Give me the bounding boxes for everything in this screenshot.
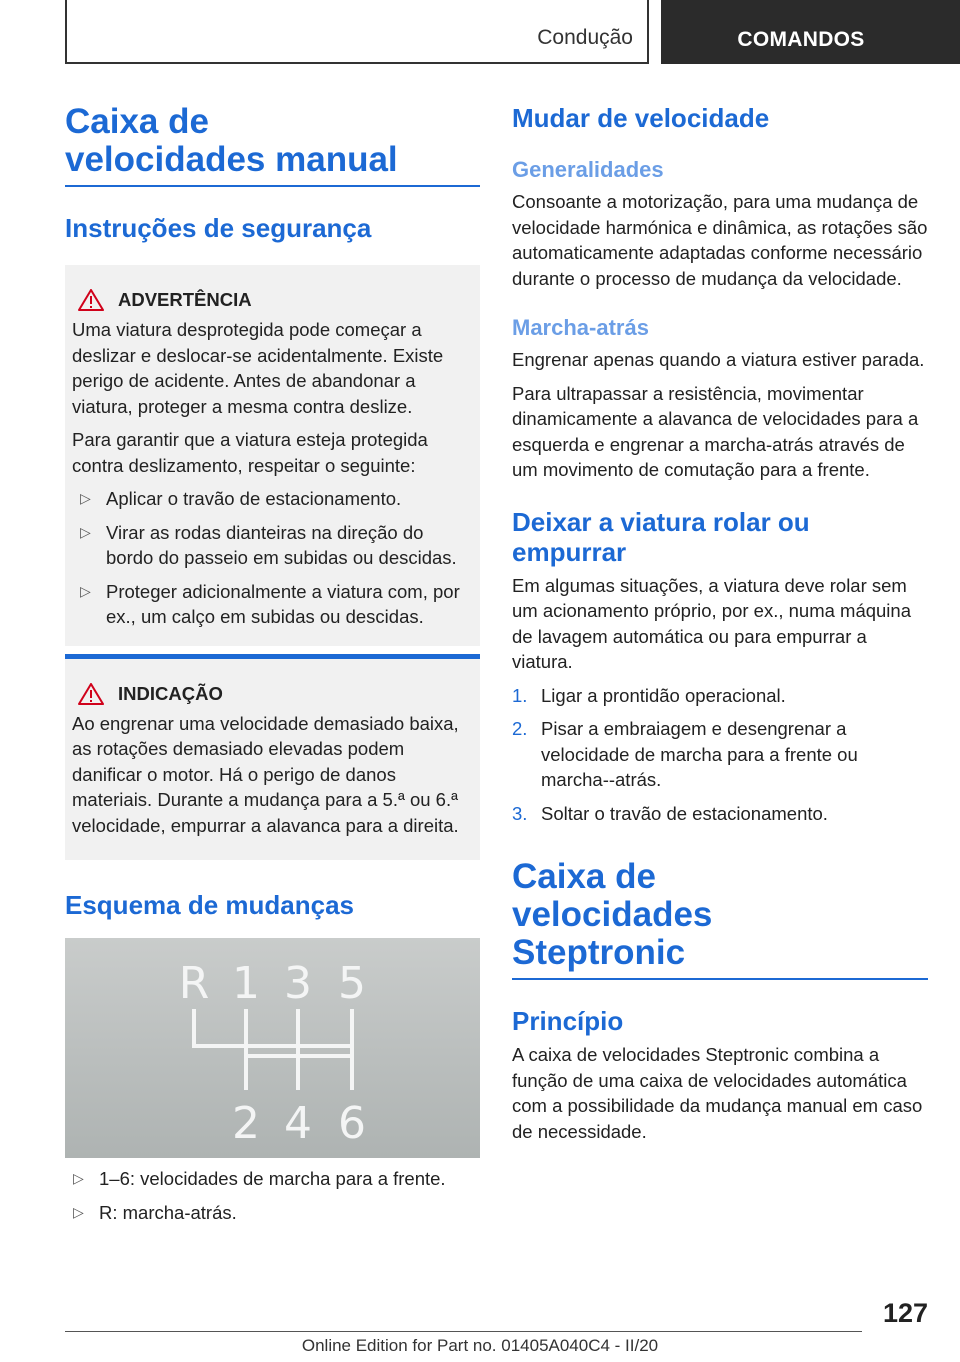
warning-paragraph-2: Para garantir que a viatura esteja protegida contra deslizamento, respeitar o seguinte: bbox=[72, 429, 428, 476]
scheme-heading: Esquema de mudanças bbox=[65, 890, 354, 920]
list-item: ▷ Aplicar o travão de estacionamento. bbox=[72, 486, 473, 512]
list-item: 2. Pisar a embraiagem e desengrenar a velocidade de marcha para a frente ou marcha--atrás. bbox=[512, 718, 858, 790]
note-label: INDICAÇÃO bbox=[118, 682, 223, 704]
roll-heading: Deixar a viatura rolar ou empurrar bbox=[512, 506, 810, 567]
note-box bbox=[65, 654, 480, 861]
gear-label: R bbox=[178, 958, 210, 1009]
triangle-bullet-icon: ▷ bbox=[73, 1203, 84, 1220]
header-section-tab bbox=[65, 0, 649, 64]
triangle-bullet-icon: ▷ bbox=[80, 523, 91, 540]
gear-label: 3 bbox=[284, 958, 312, 1009]
warning-triangle-icon bbox=[78, 683, 104, 705]
gear-shift-diagram bbox=[65, 938, 480, 1158]
roll-steps bbox=[512, 683, 928, 827]
chapter-title: COMANDOS bbox=[737, 28, 865, 51]
right-column bbox=[512, 103, 928, 1144]
manual-gearbox-title-block bbox=[65, 103, 480, 187]
manual-gearbox-title: Caixa de velocidades manual bbox=[65, 102, 398, 179]
section-title: Condução bbox=[537, 26, 633, 49]
left-column bbox=[65, 103, 480, 1225]
note-paragraph: Ao engrenar uma velocidade demasiado baixa, as rotações demasiado elevadas podem danificar o motor. Há o perigo de danos materiais. Durante a mudança para a 5.ª ou 6.ª velocidade, empurrar a alavanca para a direita. bbox=[72, 712, 459, 836]
list-item: ▷ Proteger adicionalmente a viatura com, por ex., um calço em subidas ou descidas. bbox=[80, 580, 460, 627]
triangle-bullet-icon: ▷ bbox=[80, 582, 91, 599]
triangle-bullet-icon: ▷ bbox=[73, 1170, 84, 1186]
triangle-bullet-icon: ▷ bbox=[80, 490, 91, 506]
list-item: 1. Ligar a prontidão operacional. bbox=[512, 683, 928, 709]
warning-box bbox=[65, 265, 480, 646]
reverse-paragraph-2: Para ultrapassar a resistência, movimentar dinamicamente a alavanca de velocidades para a esquerda e engrenar a marcha-atrás através de um movimento de comutação para a frente. bbox=[512, 382, 919, 480]
general-heading: Generalidades bbox=[512, 157, 664, 182]
warning-label: ADVERTÊNCIA bbox=[118, 289, 252, 310]
note-title bbox=[72, 683, 473, 705]
list-item: ▷ 1–6: velocidades de marcha para a frente. bbox=[65, 1166, 480, 1192]
safety-heading: Instruções de segurança bbox=[65, 213, 372, 243]
warning-title bbox=[72, 289, 473, 311]
reverse-paragraph-1: Engrenar apenas quando a viatura estiver parada. bbox=[512, 349, 925, 370]
footer-divider bbox=[65, 1331, 862, 1332]
warning-triangle-icon bbox=[78, 289, 104, 311]
gear-shift-pattern bbox=[65, 938, 480, 1158]
list-item: ▷ R: marcha-atrás. bbox=[65, 1200, 480, 1226]
list-item: ▷ Virar as rodas dianteiras na direção do bordo do passeio em subidas ou descidas. bbox=[80, 521, 457, 568]
general-paragraph: Consoante a motorização, para uma mudança de velocidade harmónica e dinâmica, as rotações são automaticamente adaptadas conforme necessário durante o processo de mudança da velocidade. bbox=[512, 191, 928, 289]
shifting-heading: Mudar de velocidade bbox=[512, 103, 770, 133]
gear-label: 2 bbox=[232, 1098, 260, 1149]
edition-text: Online Edition for Part no. 01405A040C4 - II/20 bbox=[301, 1336, 659, 1355]
scheme-list bbox=[65, 1166, 480, 1225]
gear-label: 6 bbox=[338, 1098, 366, 1149]
header-chapter-tab bbox=[661, 0, 960, 64]
warning-paragraph-1: Uma viatura desprotegida pode começar a deslizar e deslocar-se acidentalmente. Existe perigo de acidente. Antes de abandonar a viatura, proteger a mesma contra deslize. bbox=[72, 319, 444, 417]
page-number: 127 bbox=[882, 1298, 928, 1328]
steptronic-title: Caixa de velocidades Steptronic bbox=[512, 857, 713, 972]
step-number: 2. bbox=[512, 718, 528, 739]
warning-list bbox=[72, 486, 473, 630]
principle-heading: Princípio bbox=[512, 1006, 624, 1036]
roll-paragraph: Em algumas situações, a viatura deve rolar sem um acionamento próprio, por ex., numa máquina de lavagem automática ou para empurrar a viatura. bbox=[512, 574, 911, 672]
step-number: 1. bbox=[512, 684, 528, 706]
gear-label: 4 bbox=[284, 1098, 312, 1149]
gear-label: 5 bbox=[338, 958, 366, 1009]
step-number: 3. bbox=[512, 802, 528, 824]
reverse-heading: Marcha-atrás bbox=[512, 315, 649, 340]
list-item: 3. Soltar o travão de estacionamento. bbox=[512, 801, 928, 827]
principle-paragraph: A caixa de velocidades Steptronic combina a função de uma caixa de velocidades automática com a possibilidade da mudança manual em caso de necessidade. bbox=[512, 1044, 923, 1142]
steptronic-title-block bbox=[512, 858, 928, 980]
gear-label: 1 bbox=[232, 958, 260, 1009]
